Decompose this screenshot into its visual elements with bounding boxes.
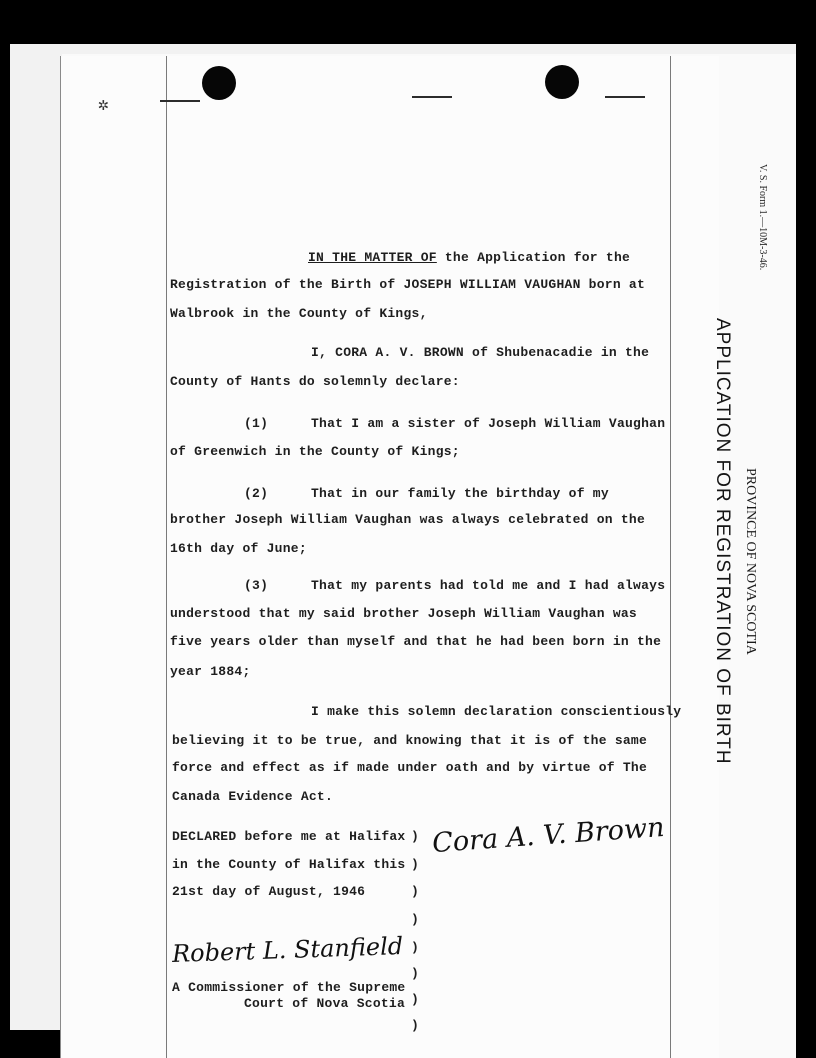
punch-hole-right [545, 65, 579, 99]
clause-line: brother Joseph William Vaughan was always celebrated on the [170, 512, 646, 527]
solemn-line-4: Canada Evidence Act. [172, 789, 334, 804]
clause-line: five years older than myself and that he had been born in the [170, 634, 662, 649]
jurat-line-3: 21st day of August, 1946 [172, 884, 366, 899]
declarant-line-2: County of Hants do solemnly declare: [170, 374, 460, 389]
declaration-sheet [60, 56, 719, 1058]
bracket: ) [411, 857, 419, 872]
bracket: ) [411, 829, 419, 844]
commissioner-signature: Robert L. Stanfield [171, 931, 404, 969]
fastener-mark [412, 96, 452, 98]
solemn-line-3: force and effect as if made under oath and by virtue of The [172, 760, 648, 775]
clause-line: That I am a sister of Joseph William Vaughan [311, 416, 666, 431]
clause-number: (2) [244, 486, 269, 501]
fastener-mark [605, 96, 645, 98]
page-mark: ✲ [98, 96, 109, 116]
bracket: ) [411, 884, 419, 899]
margin-rule [166, 56, 167, 1058]
bracket: ) [411, 1018, 419, 1033]
form-title: APPLICATION FOR REGISTRATION OF BIRTH [712, 318, 733, 765]
form-number: V. S. Form 1.—10M-3-46. [757, 164, 768, 271]
bracket: ) [411, 966, 419, 981]
clause-line: of Greenwich in the County of Kings; [170, 444, 460, 459]
clause-number: (1) [244, 416, 269, 431]
intro-line-2: Registration of the Birth of JOSEPH WILLIAM VAUGHAN born at [170, 277, 646, 292]
intro-line-3: Walbrook in the County of Kings, [170, 306, 428, 321]
bracket: ) [411, 912, 419, 927]
margin-rule-right [670, 56, 671, 1058]
clause-line: understood that my said brother Joseph William Vaughan was [170, 606, 637, 621]
bracket: ) [411, 992, 419, 1007]
declarant-line-1: I, CORA A. V. BROWN of Shubenacadie in the [311, 345, 650, 360]
solemn-line-1: I make this solemn declaration conscientiously [311, 704, 682, 719]
declarant-signature: Cora A. V. Brown [431, 811, 666, 860]
jurat-line-2: in the County of Halifax this [172, 857, 406, 872]
clause-line: year 1884; [170, 664, 251, 679]
solemn-line-2: believing it to be true, and knowing that it is of the same [172, 733, 648, 748]
bracket: ) [411, 940, 419, 955]
commissioner-line-2: Court of Nova Scotia [244, 996, 406, 1011]
fastener-mark [160, 100, 200, 102]
clause-line: That in our family the birthday of my [311, 486, 609, 501]
province-heading: PROVINCE OF NOVA SCOTIA [743, 468, 758, 655]
punch-hole-left [202, 66, 236, 100]
commissioner-line-1: A Commissioner of the Supreme [172, 980, 406, 995]
matter-heading: IN THE MATTER OF [308, 250, 437, 265]
intro-line-1: IN THE MATTER OF the Application for the [308, 250, 631, 265]
clause-line: That my parents had told me and I had always [311, 578, 666, 593]
clause-number: (3) [244, 578, 269, 593]
clause-line: 16th day of June; [170, 541, 307, 556]
jurat-line-1: DECLARED before me at Halifax [172, 829, 406, 844]
